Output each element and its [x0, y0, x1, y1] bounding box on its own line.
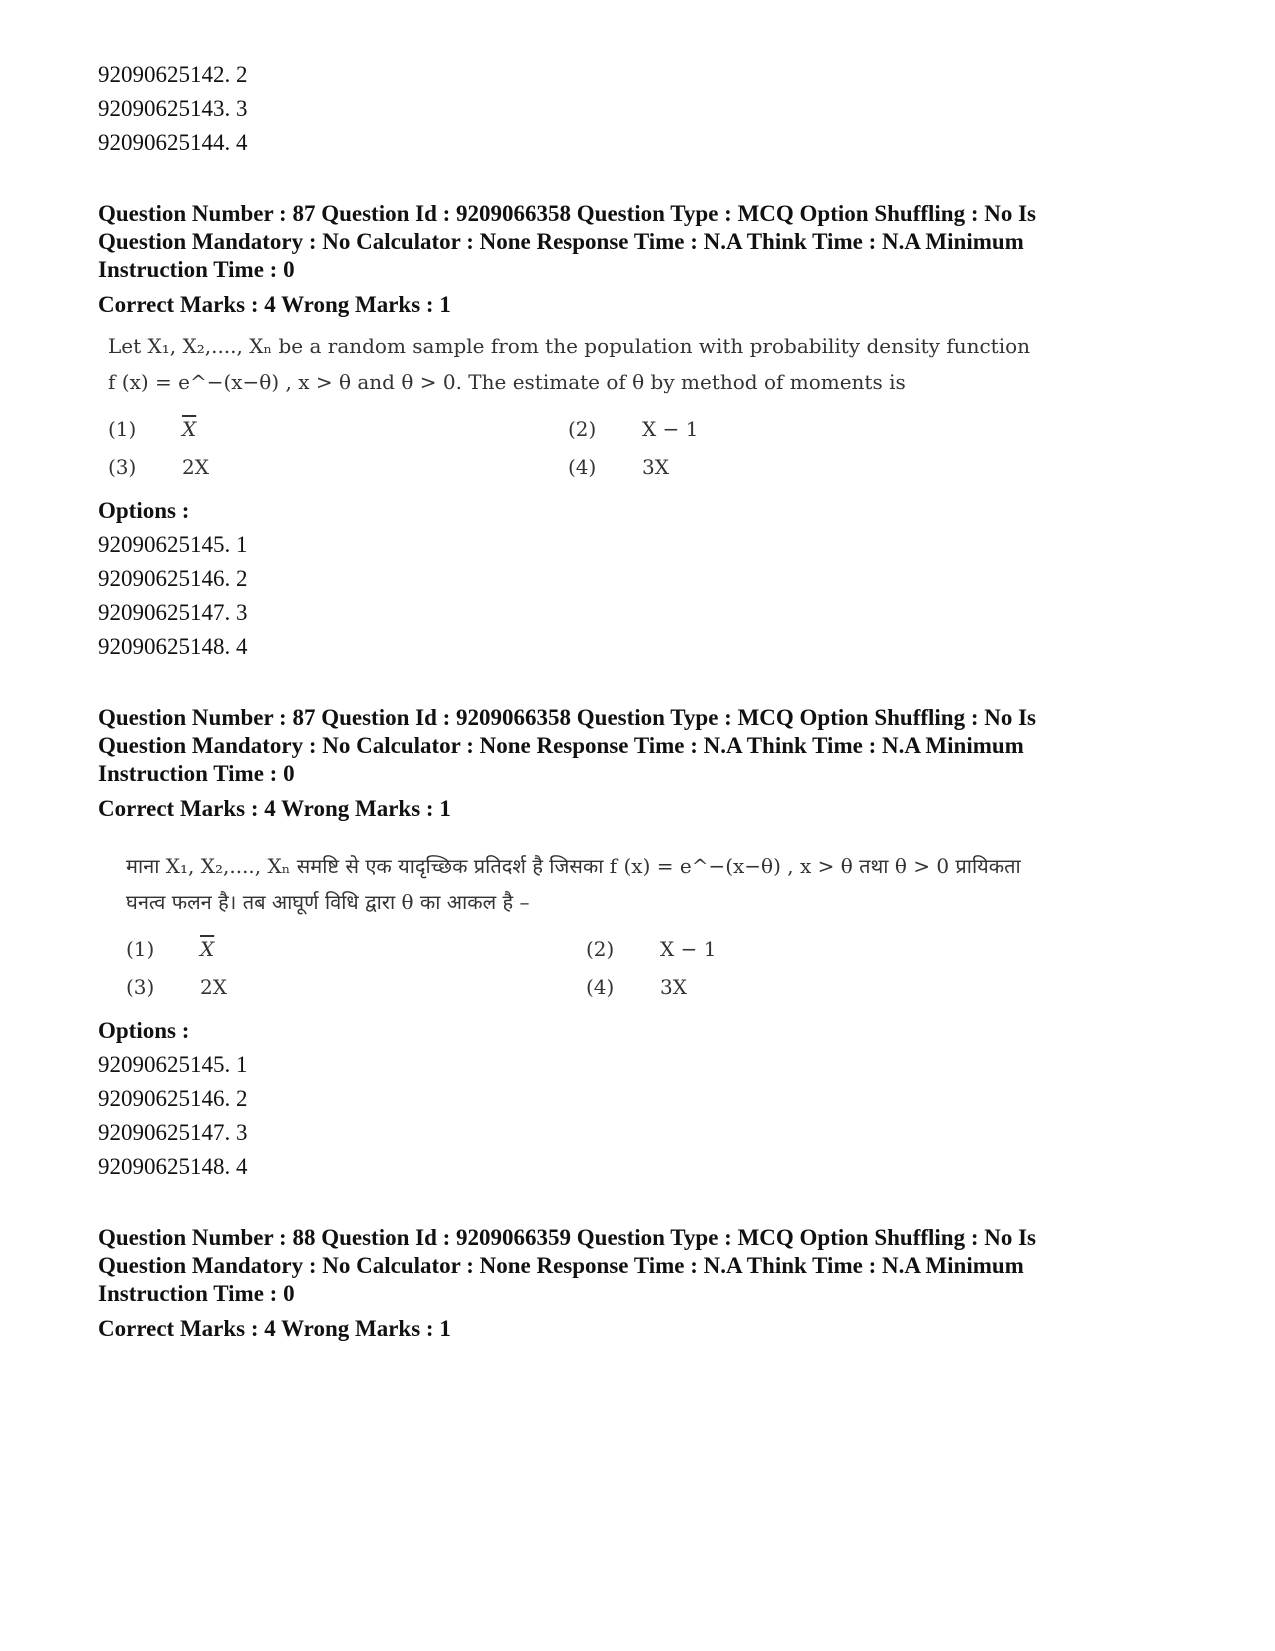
answer-choice: (3) 2X	[108, 455, 209, 479]
question-block-87-english	[98, 200, 1188, 664]
question-text	[98, 826, 1188, 1004]
options-heading: Options :	[98, 498, 190, 523]
options-list	[98, 528, 1188, 664]
options-heading: Options :	[98, 1018, 190, 1043]
answer-choices	[108, 412, 1188, 484]
question-header: Question Number : 87 Question Id : 9209066358 Question Type : MCQ Option Shuffling : No Is Question Mandatory : No Calculator : None Response Time : N.A Think Time : N.A Minimum Instruction Time : 0	[98, 201, 1037, 282]
option-item: 92090625147. 3	[98, 600, 248, 625]
option-item: 92090625148. 4	[98, 1154, 248, 1179]
question-block-87-hindi	[98, 704, 1188, 1184]
question-header: Question Number : 88 Question Id : 9209066359 Question Type : MCQ Option Shuffling : No Is Question Mandatory : No Calculator : None Response Time : N.A Think Time : N.A Minimum Instruction Time : 0	[98, 1225, 1037, 1306]
question-stem-line-1: माना X₁, X₂,...., Xₙ समष्टि से एक यादृच्छिक प्रतिदर्श है जिसका f (x) = e^−(x−θ) , x > θ तथा θ > 0 प्रायिकता	[126, 854, 1021, 878]
question-marks: Correct Marks : 4 Wrong Marks : 1	[98, 796, 451, 821]
option-item: 92090625148. 4	[98, 634, 248, 659]
answer-choice: (2) X − 1	[568, 417, 699, 441]
option-item: 92090625146. 2	[98, 1086, 248, 1111]
option-item: 92090625147. 3	[98, 1120, 248, 1145]
answer-choice: (1) $\overline{X}$	[108, 417, 197, 441]
question-marks: Correct Marks : 4 Wrong Marks : 1	[98, 1316, 451, 1341]
question-text	[98, 322, 1188, 484]
option-item: 92090625144. 4	[98, 130, 248, 155]
option-item: 92090625146. 2	[98, 566, 248, 591]
answer-choice: (4) 3X	[586, 975, 687, 999]
answer-choice: (4) 3X	[568, 455, 669, 479]
question-block-88	[98, 1224, 1188, 1346]
question-header: Question Number : 87 Question Id : 9209066358 Question Type : MCQ Option Shuffling : No Is Question Mandatory : No Calculator : None Response Time : N.A Think Time : N.A Minimum Instruction Time : 0	[98, 705, 1037, 786]
document-page	[98, 58, 1188, 1346]
answer-choice: (3) 2X	[126, 975, 227, 999]
options-list	[98, 1048, 1188, 1184]
option-item: 92090625145. 1	[98, 1052, 248, 1077]
question-marks: Correct Marks : 4 Wrong Marks : 1	[98, 292, 451, 317]
answer-choice: (1) $\overline{X}$	[126, 937, 215, 961]
option-item: 92090625143. 3	[98, 96, 248, 121]
question-stem-line-2: f (x) = e^−(x−θ) , x > θ and θ > 0. The estimate of θ by method of moments is	[108, 370, 906, 394]
answer-choices	[126, 932, 1188, 1004]
answer-choice: (2) X − 1	[586, 937, 717, 961]
previous-options-list	[98, 58, 1188, 160]
option-item: 92090625145. 1	[98, 532, 248, 557]
question-stem-line-1: Let X₁, X₂,...., Xₙ be a random sample from the population with probability density function	[108, 334, 1031, 358]
option-item: 92090625142. 2	[98, 62, 248, 87]
question-stem-line-2: घनत्व फलन है। तब आघूर्ण विधि द्वारा θ का आकल है –	[126, 890, 530, 914]
